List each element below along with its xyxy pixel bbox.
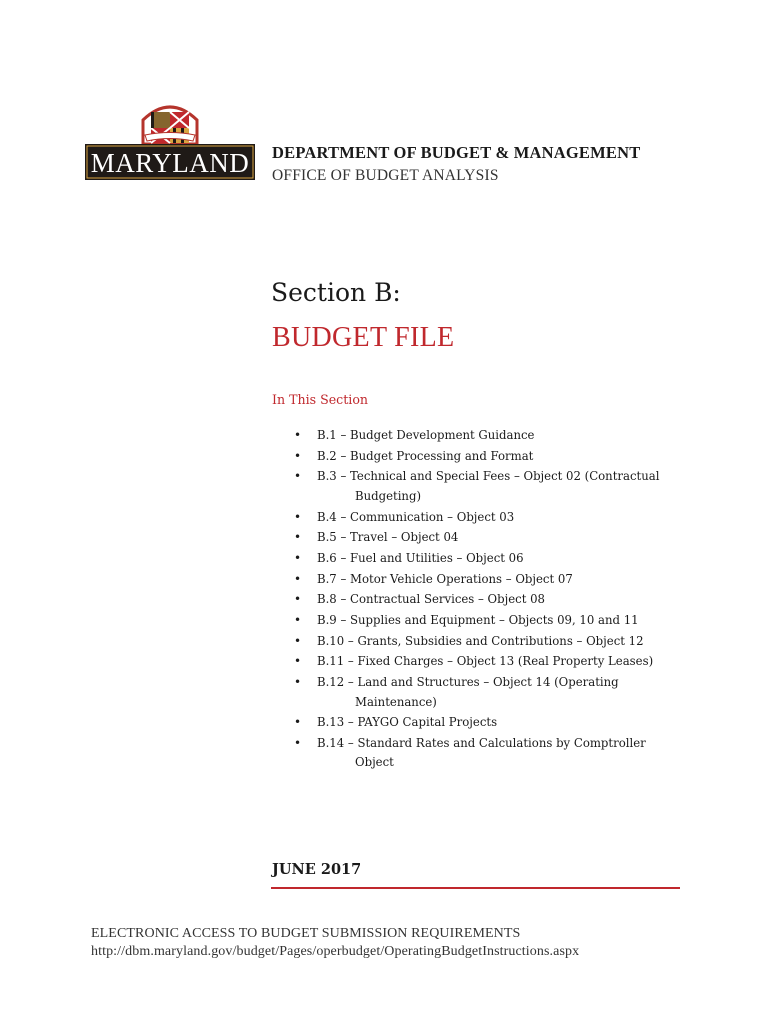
toc-item: • B.8 – Contractual Services – Object 08 <box>293 590 673 610</box>
maryland-state-logo-icon <box>85 100 255 182</box>
maryland-logo <box>85 100 255 182</box>
svg-text:MARYLAND: MARYLAND <box>90 148 250 178</box>
divider <box>271 887 680 889</box>
toc-item: • B.7 – Motor Vehicle Operations – Object 07 <box>293 570 673 590</box>
section-title: BUDGET FILE <box>272 322 455 353</box>
footer-url: http://dbm.maryland.gov/budget/Pages/operbudget/OperatingBudgetInstructions.aspx <box>91 944 580 959</box>
toc-item: • B.6 – Fuel and Utilities – Object 06 <box>293 549 673 569</box>
toc-item: • B.9 – Supplies and Equipment – Objects 09, 10 and 11 <box>293 611 673 631</box>
toc-item: • B.2 – Budget Processing and Format <box>293 447 673 467</box>
toc-item: • B.13 – PAYGO Capital Projects <box>293 713 673 733</box>
section-label: Section B: <box>271 278 401 307</box>
office-name: OFFICE OF BUDGET ANALYSIS <box>272 167 499 184</box>
toc-item-continuation: Budgeting) <box>355 488 421 503</box>
toc-item: • B.10 – Grants, Subsidies and Contributions – Object 12 <box>293 632 673 652</box>
toc-item: • B.1 – Budget Development Guidance <box>293 426 673 446</box>
toc-item: • B.14 – Standard Rates and Calculations by Comptroller Object <box>293 734 673 773</box>
toc-item: • B.5 – Travel – Object 04 <box>293 528 673 548</box>
department-name: DEPARTMENT OF BUDGET & MANAGEMENT <box>272 143 641 162</box>
toc-item: • B.4 – Communication – Object 03 <box>293 508 673 528</box>
footer <box>91 926 579 960</box>
toc-item-continuation: Maintenance) <box>355 694 437 709</box>
footer-label: ELECTRONIC ACCESS TO BUDGET SUBMISSION REQUIREMENTS <box>91 926 521 941</box>
toc-item: • B.12 – Land and Structures – Object 14 (Operating Maintenance) <box>293 673 673 712</box>
header-block <box>272 143 640 185</box>
toc-heading: In This Section <box>272 392 369 407</box>
toc-item: • B.11 – Fixed Charges – Object 13 (Real Property Leases) <box>293 652 673 672</box>
toc-list <box>293 426 673 774</box>
toc-item: • B.3 – Technical and Special Fees – Object 02 (Contractual Budgeting) <box>293 467 673 506</box>
toc-item-continuation: Object <box>355 755 394 770</box>
publication-date: JUNE 2017 <box>272 861 362 878</box>
